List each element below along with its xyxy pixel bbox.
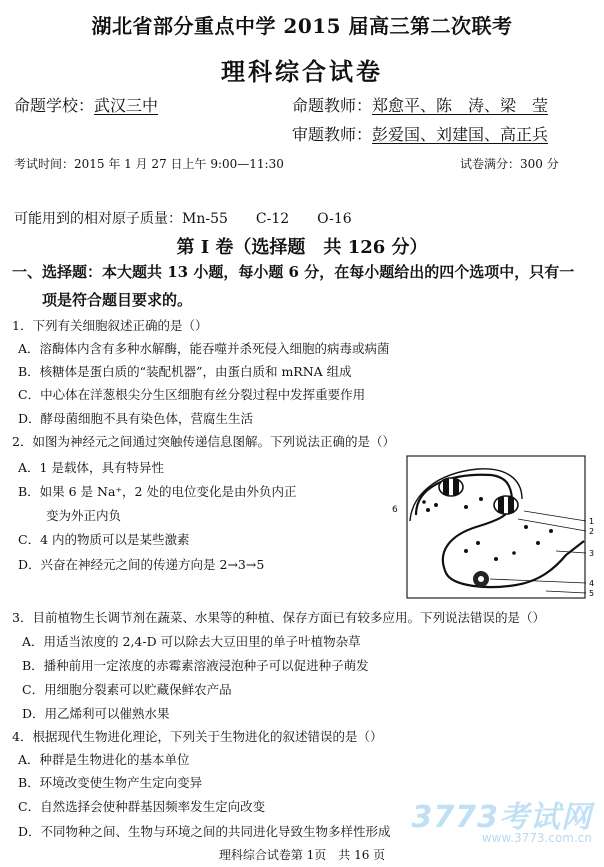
watermark [411, 800, 593, 845]
figure-label-4: 4 [589, 579, 595, 588]
question-4-option-d: D．不同物种之间、生物与环境之间的共同进化导致生物多样性形成 [18, 824, 391, 839]
ion-dot [422, 500, 426, 504]
question-1-stem: 1．下列有关细胞叙述正确的是（） [12, 318, 208, 333]
question-2-stem: 2．如图为神经元之间通过突触传递信息图解。下列说法正确的是（） [12, 434, 395, 449]
question-1-option-d: D．酵母菌细胞不具有染色体，营腐生生活 [18, 411, 254, 426]
ion-dot [476, 541, 480, 545]
question-4-stem: 4．根据现代生物进化理论，下列关于生物进化的叙述错误的是（） [12, 729, 383, 744]
question-1-option-a: A．溶酶体内含有多种水解酶，能吞噬并杀死侵入细胞的病毒或病菌 [18, 341, 390, 356]
setter-row [292, 93, 548, 116]
setter-names: 郑愈平、陈 涛、梁 莹 [372, 96, 549, 115]
section-instruction-1: 一、选择题：本大题共 13 小题，每小题 6 分，在每小题给出的四个选项中，只有一 [12, 263, 575, 281]
mitochondrion-core [478, 576, 484, 582]
question-3-option-d: D．用乙烯利可以催熟水果 [22, 706, 170, 721]
exam-title: 湖北省部分重点中学 2015 届高三第二次联考 [91, 14, 513, 38]
ion-dot [464, 549, 468, 553]
watermark-brand: 3773考试网 [411, 800, 592, 835]
figure-label-2: 2 [589, 527, 595, 536]
figure-label-5: 5 [589, 589, 595, 598]
figure-label-6: 6 [392, 505, 398, 515]
question-3-option-b: B．播种前用一定浓度的赤霉素溶液浸泡种子可以促进种子萌发 [22, 658, 369, 673]
ion-dot [479, 497, 483, 501]
channel-left-a [443, 479, 449, 495]
section-instruction-2: 项是符合题目要求的。 [42, 291, 193, 309]
channel-right-a [498, 497, 504, 513]
exam-time: 考试时间：2015 年 1 月 27 日上午 9:00—11:30 [14, 157, 284, 171]
question-2-option-c: C．4 内的物质可以是某些激素 [18, 532, 190, 547]
ion-dot [494, 557, 498, 561]
paper-title: 理科综合试卷 [221, 57, 383, 86]
channel-right-b [508, 497, 514, 513]
page-footer: 理科综合试卷第 1页 共 16 页 [218, 848, 386, 862]
ion-dot [464, 505, 468, 509]
vesicle-right [494, 496, 518, 514]
school-name: 武汉三中 [94, 96, 159, 115]
vesicle-left [439, 478, 463, 496]
question-3-stem: 3．目前植物生长调节剂在蔬菜、水果等的种植、保存方面已有较多应用。下列说法错误的是（） [12, 610, 545, 625]
school-label: 命题学校： [14, 96, 95, 115]
question-2-option-d: D．兴奋在神经元之间的传递方向是 2→3→5 [18, 557, 265, 572]
question-4-option-b: B．环境改变使生物产生定向变异 [18, 775, 203, 790]
question-2-option-a: A．1 是载体，具有特异性 [18, 460, 164, 475]
full-score: 试卷满分：300 分 [460, 157, 559, 171]
reviewer-row [292, 122, 548, 145]
ion-dot [426, 508, 430, 512]
question-4-option-a: A．种群是生物进化的基本单位 [18, 752, 190, 767]
question-4-option-c: C．自然选择会使种群基因频率发生定向改变 [18, 799, 266, 814]
ion-dot [549, 529, 553, 533]
channel-left-b [453, 479, 459, 495]
question-2-option-b-cont: 变为外正内负 [46, 508, 122, 523]
question-3-option-c: C．用细胞分裂素可以贮藏保鲜农产品 [22, 682, 232, 697]
reviewer-names: 彭爱国、刘建国、高正兵 [372, 125, 549, 144]
reviewer-label: 审题教师： [292, 125, 373, 144]
ion-dot [524, 525, 528, 529]
ion-dot [536, 541, 540, 545]
question-1-option-b: B．核糖体是蛋白质的“装配机器”，由蛋白质和 mRNA 组成 [18, 364, 352, 379]
section-title: 第 I 卷（选择题 共 126 分） [176, 237, 428, 258]
synapse-diagram [406, 455, 600, 599]
school-row [14, 93, 158, 116]
question-1-option-c: C．中心体在洋葱根尖分生区细胞有丝分裂过程中发挥重要作用 [18, 387, 366, 402]
ion-dot [512, 551, 516, 555]
figure-label-3: 3 [589, 549, 595, 558]
atomic-mass: 可能用到的相对原子质量：Mn-55 C-12 O-16 [14, 211, 352, 227]
question-2-option-b: B．如果 6 是 Na⁺，2 处的电位变化是由外负内正 [18, 484, 297, 499]
figure-label-1: 1 [589, 517, 595, 526]
setter-label: 命题教师： [292, 96, 373, 115]
diagram-frame [407, 456, 585, 598]
question-3-option-a: A．用适当浓度的 2,4-D 可以除去大豆田里的单子叶植物杂草 [22, 634, 361, 649]
watermark-url: www.3773.com.cn [481, 831, 592, 845]
ion-dot [434, 503, 438, 507]
